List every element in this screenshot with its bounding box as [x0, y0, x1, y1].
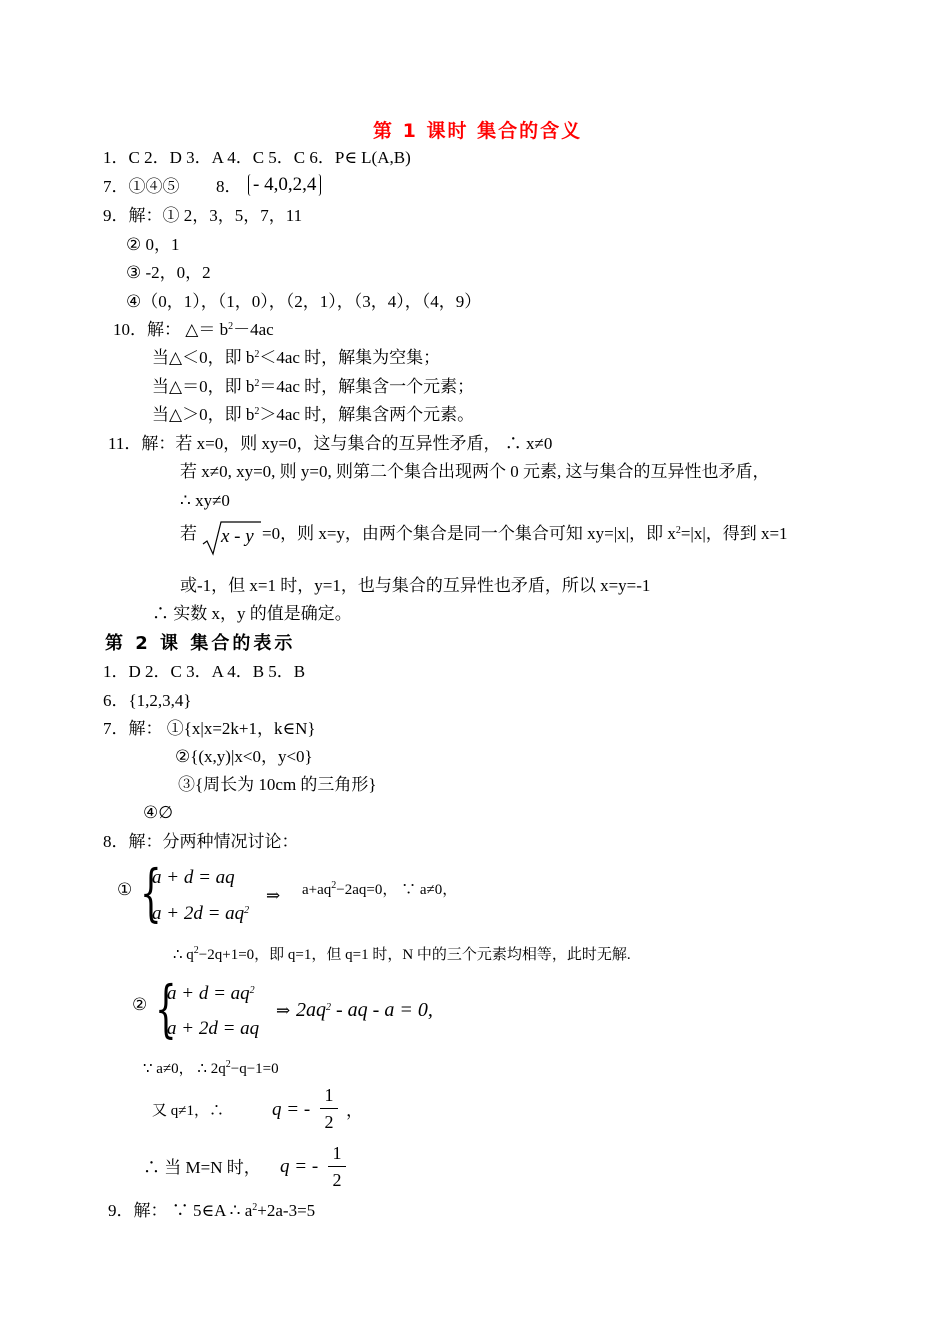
- case-2-line-1: [143, 1058, 279, 1080]
- answer-8-set: - 4,0,2,4: [248, 174, 321, 196]
- q10-case-2-b: ＝4ac 时，解集含一个元素；: [259, 377, 475, 396]
- exponent: 2: [249, 985, 255, 996]
- q-value: q = -: [272, 1099, 311, 1120]
- case-1-implies: ⇒: [266, 886, 281, 905]
- case-1-conclusion-b: −2q+1=0，即 q=1，但 q=1 时，N 中的三个元素均相等，此时无解.: [198, 947, 631, 963]
- left-brace-icon: {: [155, 972, 177, 1045]
- q7-item-4: ④∅: [143, 803, 174, 822]
- fraction-denominator: 2: [324, 1112, 334, 1132]
- case-1-equation-2: [152, 903, 249, 925]
- case-2-result: [296, 999, 433, 1021]
- exponent: 2: [254, 349, 260, 360]
- exponent: 2: [228, 321, 234, 332]
- q11-line-4: 或-1，但 x=1 时，y=1，也与集合的互异性也矛盾，所以 x=y=-1: [180, 576, 651, 595]
- q9-item-4: ④（0，1），（1，0），（2，1），（3，4），（4，9）: [126, 292, 482, 311]
- q10-head-text: 10．解： △＝ b: [113, 320, 229, 339]
- case-2-equation-1-text: a + d = aq: [167, 983, 250, 1004]
- answers-1-5: 1．D 2．C 3．A 4．B 5．B: [103, 662, 306, 681]
- lesson-1-title: 第 1 课时 集合的含义: [373, 120, 583, 142]
- q10-head: [113, 319, 274, 341]
- q11-line-3-b: =|x|，得到 x=1: [680, 524, 788, 543]
- lesson-2-title: 第 2 课 集合的表示: [105, 633, 296, 654]
- fraction-numerator: 1: [332, 1143, 342, 1163]
- exponent: 2: [225, 1059, 231, 1070]
- q10-head-text-2: －4ac: [233, 320, 274, 339]
- q11-line-2: ∴ xy≠0: [180, 491, 230, 510]
- exponent: 2: [252, 1202, 258, 1213]
- q10-case-3-b: ＞4ac 时，解集含两个元素。: [259, 405, 475, 424]
- case-1-equation-1: a + d = aq: [152, 867, 235, 888]
- case-1-conclusion: [173, 944, 631, 966]
- answer-6: 6．{1,2,3,4}: [103, 691, 192, 710]
- q11-line-3-prefix: 若: [180, 524, 197, 543]
- q11-conclusion: ∴ 实数 x，y 的值是确定。: [152, 604, 352, 623]
- case-2-result-b: - aq - a = 0,: [331, 999, 433, 1021]
- q11-line-3: [262, 523, 788, 545]
- case-2-line-1-b: −q−1=0: [230, 1061, 279, 1077]
- q7-item-2: ②{(x,y)|x<0，y<0}: [175, 747, 313, 766]
- q10-case-1: [152, 347, 440, 369]
- exponent: 2: [331, 880, 337, 891]
- exponent: 2: [254, 406, 260, 417]
- case-1-label: ①: [117, 880, 133, 899]
- sqrt-radicand: x - y: [221, 526, 254, 547]
- case-2-line-3: ∴ 当 M=N 时，: [143, 1158, 261, 1177]
- q11-line-1: 若 x≠0, xy=0, 则 y=0, 则第二个集合出现两个 0 元素, 这与集合的互异性也矛盾，: [180, 462, 770, 481]
- case-2-implies: ⇒: [276, 1001, 291, 1020]
- answers-7: 7．①④⑤: [103, 177, 180, 196]
- q9-item-2: ② 0，1: [126, 235, 180, 254]
- q10-case-1-a: 当△＜0，即 b: [152, 348, 255, 367]
- exponent: 2: [254, 378, 260, 389]
- q10-case-3-a: 当△＞0，即 b: [152, 405, 255, 424]
- case-1-equation-2-text: a + 2d = aq: [152, 903, 245, 924]
- case-1-result: [302, 879, 457, 901]
- case-2-line-2: 又 q≠1，∴: [152, 1103, 224, 1119]
- q10-case-2: [152, 376, 474, 398]
- case-2-equation-1: [167, 983, 255, 1005]
- exponent: 2: [193, 945, 199, 956]
- case-1-result-b: −2aq=0， ∵ a≠0，: [336, 882, 458, 898]
- q10-case-2-a: 当△＝0，即 b: [152, 377, 255, 396]
- comma: ，: [346, 1101, 363, 1120]
- q10-case-3: [152, 404, 474, 426]
- case-1-conclusion-a: ∴ q: [173, 947, 194, 963]
- fraction-numerator: 1: [324, 1085, 334, 1105]
- answers-8-label: 8．: [216, 177, 242, 196]
- fraction-one-half-2: [328, 1143, 346, 1190]
- case-2-line-1-a: ∵ a≠0， ∴ 2q: [143, 1061, 226, 1077]
- q7-item-3: ③{周长为 10cm 的三角形}: [178, 775, 377, 794]
- case-1-result-a: a+aq: [302, 882, 332, 898]
- q9-2-line: [108, 1200, 315, 1222]
- q9-2-text-a: 9．解： ∵ 5∈A ∴ a: [108, 1201, 253, 1220]
- fraction-denominator: 2: [332, 1170, 342, 1190]
- q-value-2: q = -: [280, 1156, 319, 1177]
- q9-item-3: ③ -2，0，2: [126, 263, 211, 282]
- fraction-bar: [328, 1166, 346, 1167]
- fraction-bar: [320, 1108, 338, 1109]
- exponent: 2: [675, 525, 681, 536]
- q11-line-3-a: =0，则 x=y，由两个集合是同一个集合可知 xy=|x|，即 x: [262, 524, 676, 543]
- q8-head: 8．解：分两种情况讨论：: [103, 832, 299, 851]
- exponent: 2: [326, 1002, 331, 1013]
- exponent: 2: [244, 905, 250, 916]
- q9-2-text-b: +2a-3=5: [257, 1201, 316, 1220]
- answers-1-6: 1．C 2．D 3．A 4．C 5．C 6．P∈ L(A,B): [103, 148, 411, 167]
- fraction-one-half: [320, 1085, 338, 1132]
- case-2-result-a: 2aq: [296, 999, 326, 1021]
- q9-head: 9．解：① 2，3，5，7，11: [103, 206, 303, 225]
- case-2-equation-2: a + 2d = aq: [167, 1018, 260, 1039]
- case-2-label: ②: [132, 995, 148, 1014]
- q10-case-1-b: ＜4ac 时，解集为空集；: [259, 348, 441, 367]
- q11-head: 11．解：若 x=0，则 xy=0，这与集合的互异性矛盾， ∴ x≠0: [108, 434, 553, 453]
- left-brace-icon: {: [140, 856, 162, 929]
- q7-head: 7．解： ①{x|x=2k+1，k∈N}: [103, 719, 316, 738]
